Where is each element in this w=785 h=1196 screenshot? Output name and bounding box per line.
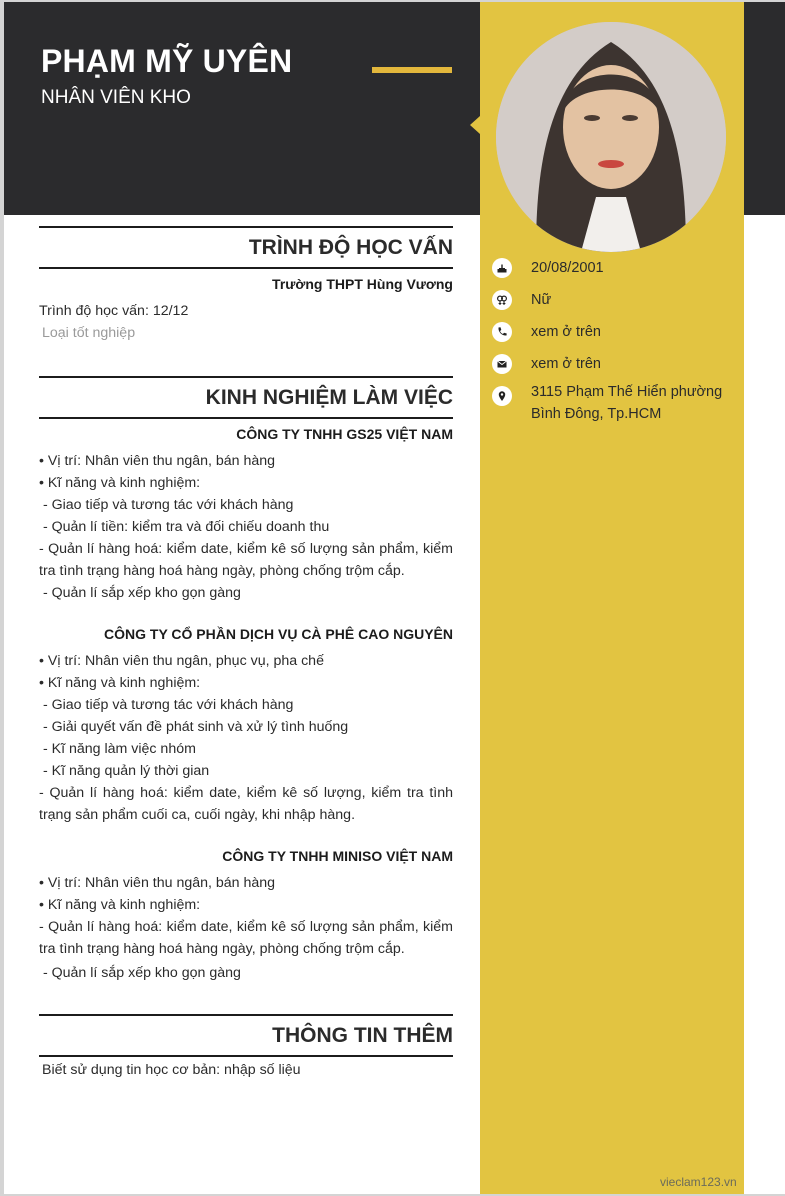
job-line: - Giao tiếp và tương tác với khách hàng — [39, 497, 294, 513]
candidate-name: PHẠM MỸ UYÊN — [41, 43, 293, 79]
job-line: - Quản lí hàng hoá: kiểm date, kiểm kê số lượng, kiểm tra tình trạng sản phẩm cuối ca, cuối ngày, khi nhập hàng. — [39, 785, 453, 823]
additional-info-section — [39, 1014, 453, 1081]
graduation-grade: Loại tốt nghiệp — [42, 325, 136, 341]
birthday-value: 20/08/2001 — [531, 260, 604, 276]
job-line: - Kĩ năng làm việc nhóm — [39, 741, 196, 757]
experience-title: KINH NGHIỆM LÀM VIỆC — [205, 386, 453, 409]
job-line: - Quản lí hàng hoá: kiểm date, kiểm kê số lượng sản phẩm, kiểm tra tình trạng hàng hoá hàng ngày, phòng chống trộm cắp. — [39, 541, 453, 579]
job-line: • Vị trí: Nhân viên thu ngân, bán hàng — [39, 875, 276, 891]
email-icon — [492, 354, 512, 374]
job-line: • Vị trí: Nhân viên thu ngân, bán hàng — [39, 453, 276, 469]
job-entry — [39, 424, 453, 604]
email-value: xem ở trên — [531, 356, 601, 372]
section-header — [39, 226, 453, 269]
experience-section — [39, 376, 453, 984]
accent-bar — [372, 67, 452, 73]
contact-phone — [492, 321, 732, 343]
education-level: Trình độ học vấn: 12/12 — [39, 303, 189, 319]
section-header — [39, 1014, 453, 1057]
cv-page — [4, 2, 785, 1194]
birthday-cake-icon — [492, 258, 512, 278]
company-name: CÔNG TY CỔ PHẦN DỊCH VỤ CÀ PHÊ CAO NGUYÊN — [104, 626, 453, 642]
address-value: 3115 Phạm Thế Hiển phường Bình Đông, Tp.HCM — [531, 384, 723, 422]
company-name: CÔNG TY TNHH GS25 VIỆT NAM — [236, 426, 453, 442]
contact-birthday — [492, 257, 732, 279]
job-line: • Kĩ năng và kinh nghiệm: — [39, 897, 201, 913]
gender-icon — [492, 290, 512, 310]
sidebar-notch — [470, 116, 480, 134]
avatar — [496, 22, 726, 252]
job-line: - Quản lí tiền: kiểm tra và đối chiếu doanh thu — [39, 519, 330, 535]
job-line: • Kĩ năng và kinh nghiệm: — [39, 475, 201, 491]
phone-icon — [492, 322, 512, 342]
contact-list — [492, 257, 732, 435]
profile-photo — [496, 22, 726, 252]
phone-value: xem ở trên — [531, 324, 601, 340]
contact-address — [492, 385, 732, 425]
education-section — [39, 226, 453, 344]
job-line: - Giao tiếp và tương tác với khách hàng — [39, 697, 294, 713]
job-title: NHÂN VIÊN KHO — [41, 87, 191, 108]
job-line: - Giải quyết vấn đề phát sinh và xử lý tình huống — [39, 719, 349, 735]
contact-gender — [492, 289, 732, 311]
job-entry — [39, 624, 453, 826]
school-name: Trường THPT Hùng Vương — [272, 276, 453, 292]
job-line: - Quản lí sắp xếp kho gọn gàng — [39, 585, 241, 601]
job-line: - Kĩ năng quản lý thời gian — [39, 763, 210, 779]
company-name: CÔNG TY TNHH MINISO VIỆT NAM — [222, 848, 453, 864]
watermark: vieclam123.vn — [660, 1175, 737, 1189]
gender-value: Nữ — [531, 292, 552, 308]
job-line: • Vị trí: Nhân viên thu ngân, phục vụ, pha chế — [39, 653, 324, 669]
additional-info-text: Biết sử dụng tin học cơ bản: nhập số liệu — [42, 1062, 301, 1078]
location-pin-icon — [492, 386, 512, 406]
contact-email — [492, 353, 732, 375]
section-header — [39, 376, 453, 419]
job-entry — [39, 846, 453, 984]
education-title: TRÌNH ĐỘ HỌC VẤN — [248, 236, 453, 259]
job-line: • Kĩ năng và kinh nghiệm: — [39, 675, 201, 691]
main-column — [39, 226, 453, 1081]
job-line: - Quản lí hàng hoá: kiểm date, kiểm kê số lượng sản phẩm, kiểm tra tình trạng hàng hoá hàng ngày, phòng chống trộm cắp. — [39, 919, 453, 957]
job-line: - Quản lí sắp xếp kho gọn gàng — [39, 965, 241, 981]
additional-info-title: THÔNG TIN THÊM — [272, 1024, 453, 1047]
